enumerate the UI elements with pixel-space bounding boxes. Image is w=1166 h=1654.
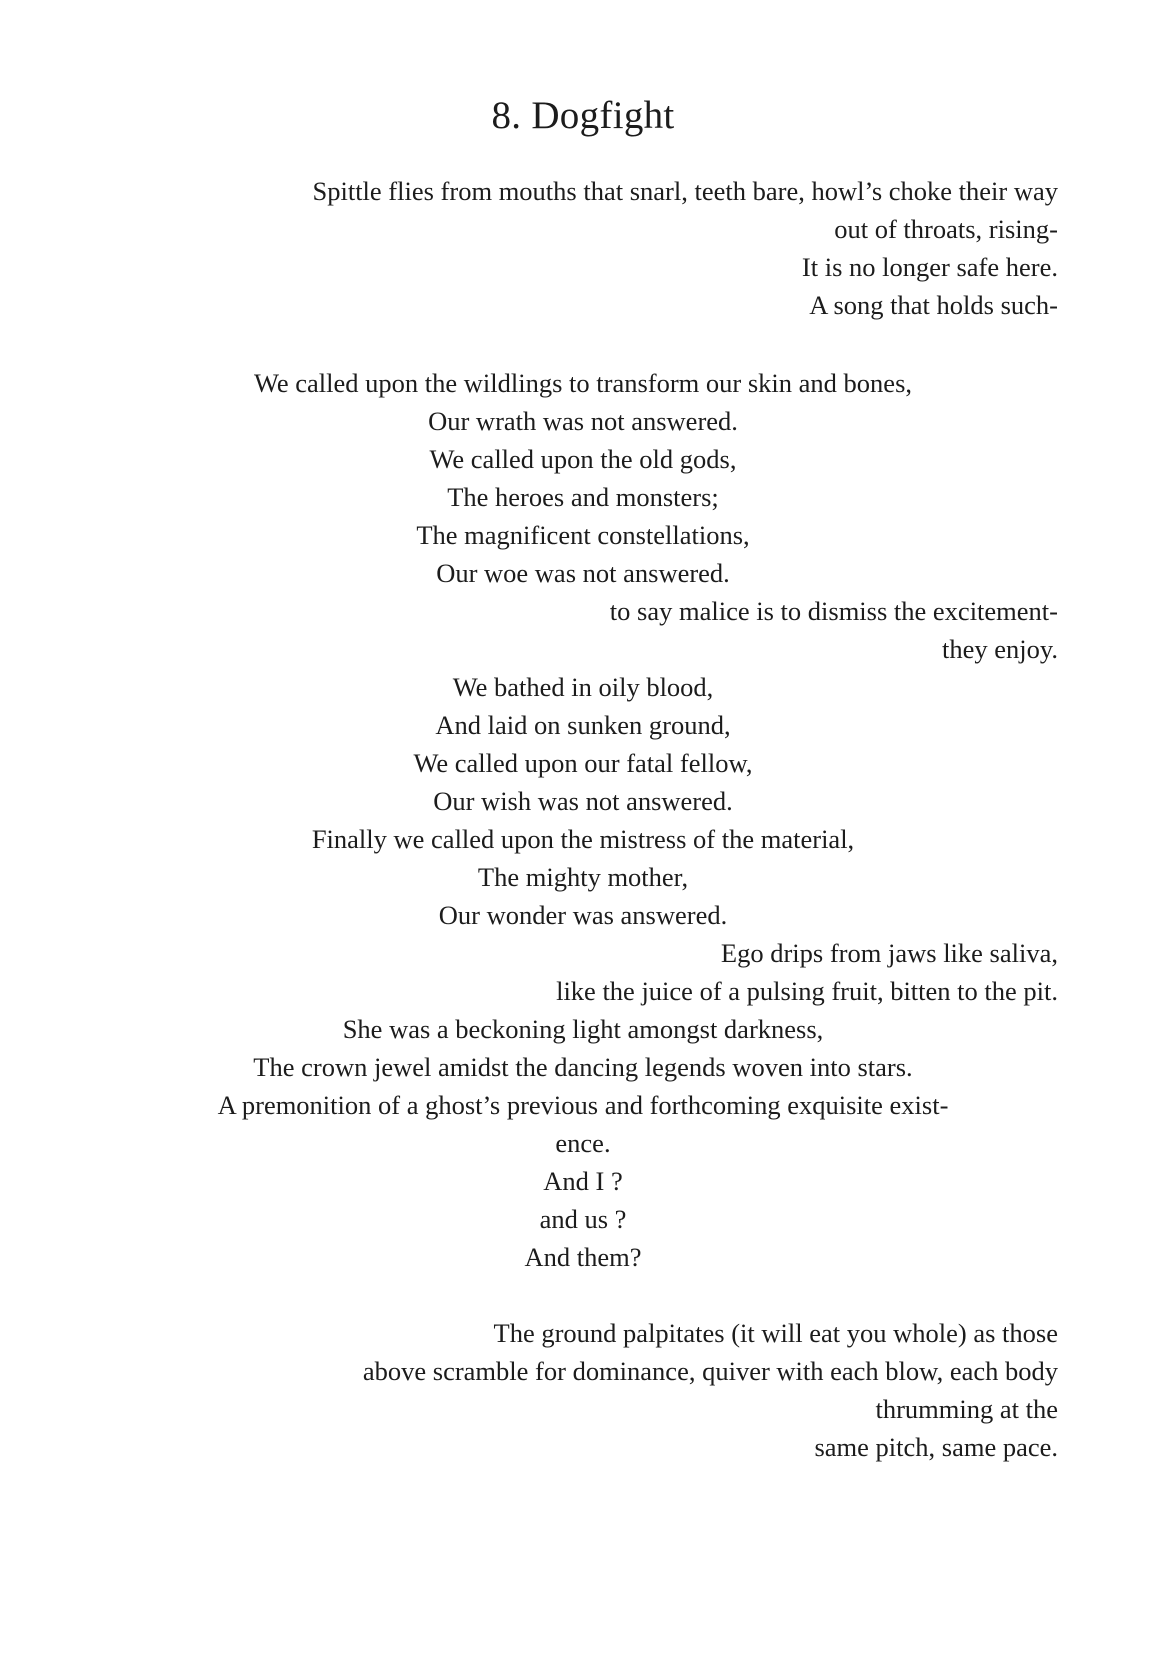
poem-line: We called upon the old gods, <box>429 444 737 474</box>
poem-line: We called upon the wildlings to transform our skin and bones, <box>253 368 913 398</box>
poem-line: Our wrath was not answered. <box>428 406 738 436</box>
poem-title: 8. Dogfight <box>491 94 675 137</box>
poem-line: to say malice is to dismiss the excitement- <box>609 596 1058 626</box>
poem-line: A premonition of a ghost’s previous and forthcoming exquisite exist- <box>217 1090 949 1120</box>
poem-line: It is no longer safe here. <box>801 252 1058 282</box>
poem-line: ence. <box>555 1128 611 1158</box>
poem-line: The magnificent constellations, <box>416 520 750 550</box>
poem-line: The crown jewel amidst the dancing legends woven into stars. <box>253 1052 913 1082</box>
poem-line: thrumming at the <box>875 1394 1058 1424</box>
poem-line: and us ? <box>539 1204 627 1234</box>
poem-line: above scramble for dominance, quiver with each blow, each body <box>362 1356 1058 1386</box>
poem-line: they enjoy. <box>941 634 1058 664</box>
poem-line: And I ? <box>543 1166 623 1196</box>
poem-line: The heroes and monsters; <box>447 482 719 512</box>
poem-line: She was a beckoning light amongst darkness, <box>342 1014 824 1044</box>
poem-line: The ground palpitates (it will eat you whole) as those <box>493 1318 1058 1348</box>
poem-line: A song that holds such- <box>809 290 1058 320</box>
poem-line: We bathed in oily blood, <box>452 672 714 702</box>
poem-line: And them? <box>524 1242 642 1272</box>
poem-line: out of throats, rising- <box>834 214 1058 244</box>
poem-line: like the juice of a pulsing fruit, bitten to the pit. <box>556 976 1058 1006</box>
poem-line: The mighty mother, <box>477 862 689 892</box>
poem-line: same pitch, same pace. <box>814 1432 1058 1462</box>
poem-line: And laid on sunken ground, <box>435 710 731 740</box>
poem-line: Spittle flies from mouths that snarl, teeth bare, howl’s choke their way <box>312 176 1058 206</box>
poem-line: Our woe was not answered. <box>436 558 730 588</box>
poem-line: Our wonder was answered. <box>438 900 728 930</box>
poem-line: Our wish was not answered. <box>433 786 733 816</box>
poem-line: Ego drips from jaws like saliva, <box>720 938 1058 968</box>
poem-line: Finally we called upon the mistress of the material, <box>311 824 855 854</box>
poem-line: We called upon our fatal fellow, <box>413 748 753 778</box>
